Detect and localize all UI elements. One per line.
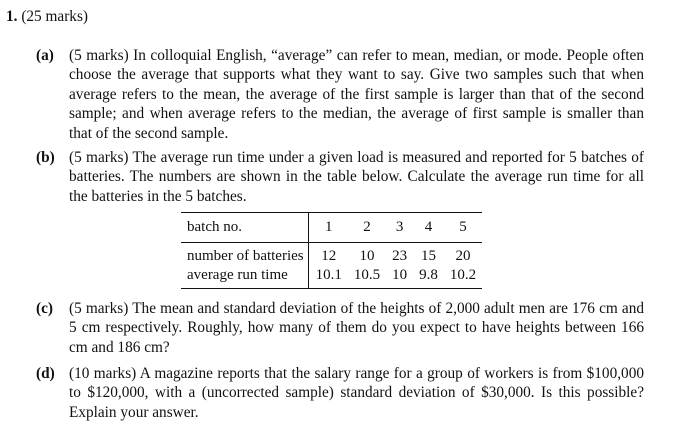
table-header-cell: 4 [413,213,444,243]
part-c-label: (c) [36,300,53,317]
table-header-cell: 1 [308,213,348,243]
table-row-label: number of batteries [181,243,308,267]
table-row-label: average run time [181,266,308,289]
table-header-cell: 5 [444,213,482,243]
table-header-row [181,213,482,243]
part-a-text: (5 marks) In colloquial English, “average” can refer to mean, median, or mode. People often choose the average that supports what they want to say. Give two samples such that when average refers to the mean, the average of the first sample is larger than that of the second sample; and when average refers to the median, the average of first sample is smaller than that of the second sample. [69,47,644,142]
table-cell: 10.2 [444,266,482,289]
part-d [36,364,644,422]
part-b-label: (b) [36,149,55,166]
part-a-label: (a) [36,47,54,64]
table-cell: 20 [455,248,471,264]
table-header-cell: 2 [348,213,386,243]
table-row [181,243,482,267]
table-cell: 10 [386,266,413,289]
part-a [36,46,644,143]
part-d-label: (d) [36,365,55,382]
table-cell: 9.8 [413,266,444,289]
part-c [36,299,644,357]
table-cell: 10.1 [308,266,348,289]
table-header-label: batch no. [181,213,308,243]
table-cell: 10 [359,248,375,264]
table-cell: 15 [421,248,436,264]
question-header [6,7,88,27]
part-c-text: (5 marks) The mean and standard deviation of the heights of 2,000 adult men are 176 cm and 5 cm respectively. Roughly, how many of them do you expect to have heights between 166 cm and 186 cm? [69,300,644,356]
question-number: 1. [6,8,18,25]
question-marks: (25 marks) [21,8,89,25]
table-row [181,266,482,289]
table-cell: 12 [321,248,337,264]
table-cell: 23 [392,248,408,264]
part-d-text: (10 marks) A magazine reports that the salary range for a group of workers is from $100,000 to $120,000, with a (uncorrected sample) standard deviation of $30,000. Is this possible? Explain your answer. [69,365,644,421]
part-b-text: (5 marks) The average run time under a given load is measured and reported for 5 batches of batteries. The numbers are shown in the table below. Calculate the average run time for all the batteries in the 5 batches. [69,149,644,205]
table-cell: 10.5 [348,266,386,289]
table-header-cell: 3 [386,213,413,243]
battery-table [181,212,482,289]
part-b [36,148,644,206]
